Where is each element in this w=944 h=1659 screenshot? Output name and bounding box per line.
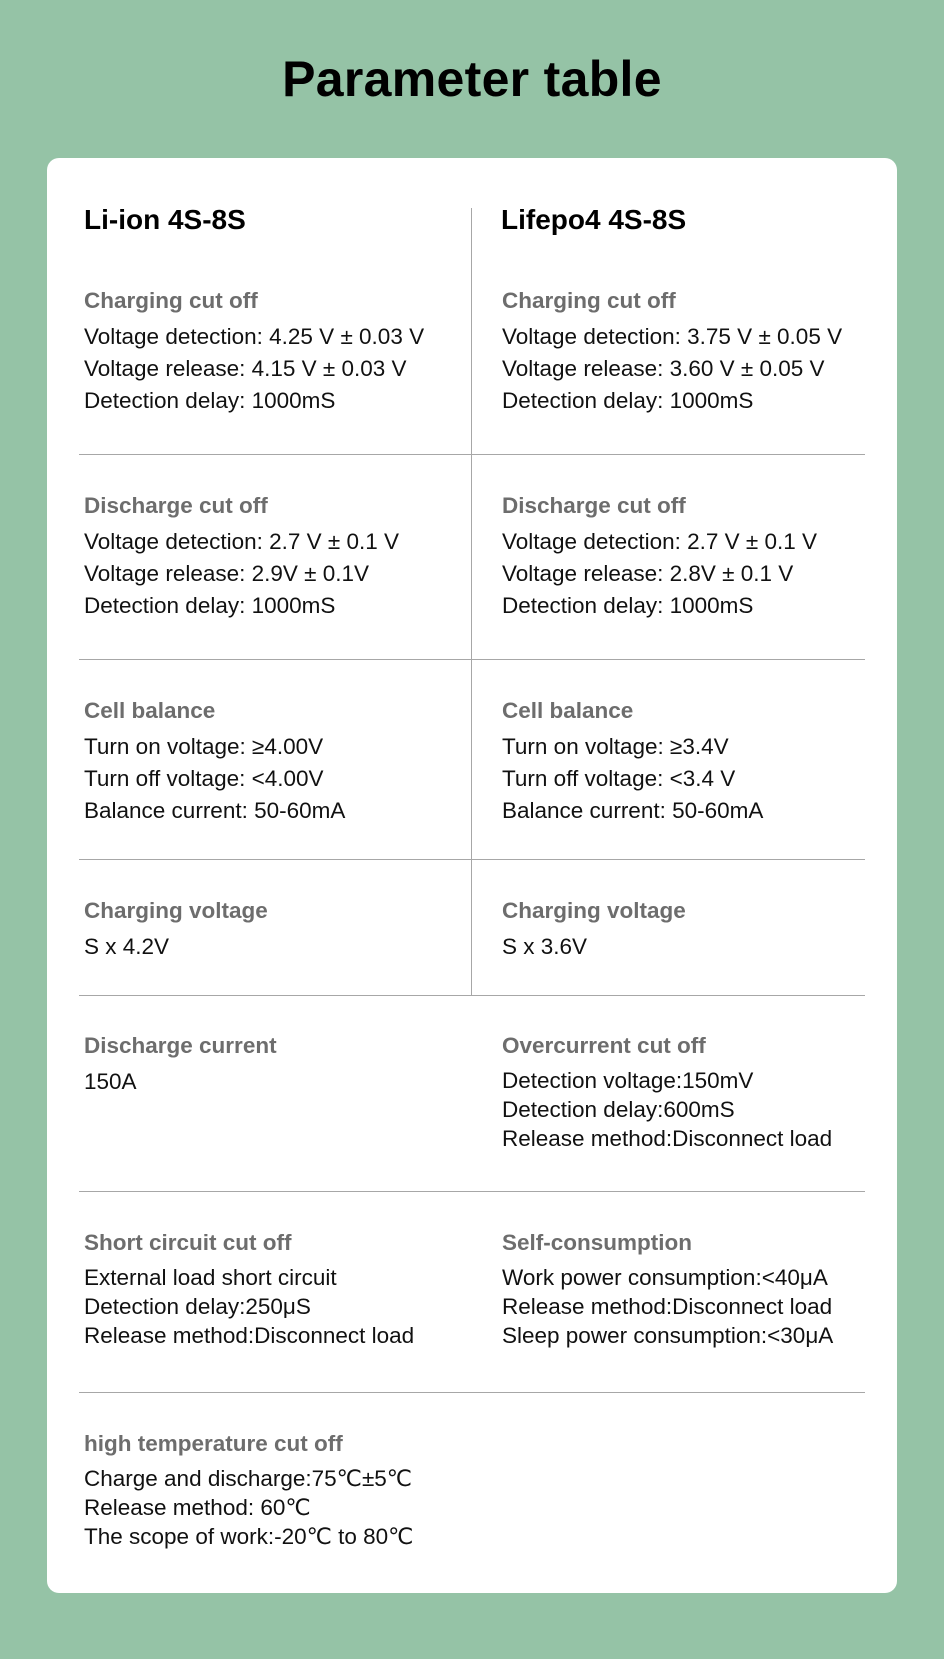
spec-line: Voltage detection: 2.7 V ± 0.1 V (84, 529, 400, 554)
spec-line: Detection delay:600mS (502, 1097, 735, 1122)
high-temperature-cut-off (84, 1431, 413, 1551)
spec-line: Release method: 60℃ (84, 1495, 311, 1520)
column-header-lifepo4: Lifepo4 4S-8S (501, 204, 687, 235)
charging-voltage-li-ion (84, 898, 268, 963)
row-divider (79, 859, 865, 860)
section-title: Charging cut off (502, 288, 676, 313)
section-title: Charging voltage (502, 898, 686, 923)
spec-line: Voltage release: 3.60 V ± 0.05 V (502, 356, 825, 381)
section-title: Discharge current (84, 1033, 277, 1058)
section-title: Short circuit cut off (84, 1230, 292, 1255)
section-title: Charging cut off (84, 288, 258, 313)
spec-line: Detection delay:250μS (84, 1294, 311, 1319)
section-title: Cell balance (84, 698, 216, 723)
spec-line: Turn on voltage: ≥3.4V (502, 734, 729, 759)
spec-line: Detection voltage:150mV (502, 1068, 754, 1093)
overcurrent-cut-off (502, 1033, 832, 1153)
spec-line: Detection delay: 1000mS (84, 593, 336, 618)
spec-line: Balance current: 50-60mA (502, 798, 764, 823)
spec-line: Voltage release: 4.15 V ± 0.03 V (84, 356, 407, 381)
spec-line: Release method:Disconnect load (502, 1294, 833, 1319)
charging-cut-off-li-ion (84, 288, 424, 417)
spec-line: Sleep power consumption:<30μA (502, 1323, 834, 1348)
spec-line: Release method:Disconnect load (84, 1323, 415, 1348)
charging-cut-off-lifepo4 (502, 288, 842, 417)
section-title: Discharge cut off (502, 493, 686, 518)
short-circuit-cut-off (84, 1230, 414, 1350)
spec-line: Charge and discharge:75℃±5℃ (84, 1466, 413, 1491)
charging-voltage-lifepo4 (502, 898, 686, 963)
column-header-li-ion: Li-ion 4S-8S (84, 204, 246, 235)
section-title: Charging voltage (84, 898, 268, 923)
spec-line: Balance current: 50-60mA (84, 798, 346, 823)
spec-line: Voltage release: 2.8V ± 0.1 V (502, 561, 794, 586)
spec-line: Turn off voltage: <4.00V (84, 766, 324, 791)
page-title: Parameter table (282, 51, 662, 107)
spec-line: Voltage detection: 3.75 V ± 0.05 V (502, 324, 843, 349)
self-consumption (502, 1230, 833, 1350)
row-divider (79, 995, 865, 996)
spec-line: Detection delay: 1000mS (502, 388, 754, 413)
section-title: Cell balance (502, 698, 634, 723)
section-title: Overcurrent cut off (502, 1033, 706, 1058)
spec-line: Voltage detection: 4.25 V ± 0.03 V (84, 324, 425, 349)
spec-line: Voltage release: 2.9V ± 0.1V (84, 561, 370, 586)
spec-line: Voltage detection: 2.7 V ± 0.1 V (502, 529, 818, 554)
discharge-cut-off-lifepo4 (502, 493, 817, 622)
spec-line: External load short circuit (84, 1265, 337, 1290)
section-title: Self-consumption (502, 1230, 692, 1255)
section-title: Discharge cut off (84, 493, 268, 518)
discharge-current (84, 1033, 277, 1098)
row-divider (79, 659, 865, 660)
cell-balance-li-ion (84, 698, 345, 827)
discharge-cut-off-li-ion (84, 493, 399, 622)
spec-line: 150A (84, 1069, 137, 1094)
column-divider (471, 208, 472, 996)
spec-line: Detection delay: 1000mS (84, 388, 336, 413)
spec-line: Detection delay: 1000mS (502, 593, 754, 618)
spec-line: Release method:Disconnect load (502, 1126, 833, 1151)
row-divider (79, 1191, 865, 1192)
spec-line: Turn off voltage: <3.4 V (502, 766, 736, 791)
spec-line: The scope of work:-20℃ to 80℃ (84, 1524, 414, 1549)
section-title: high temperature cut off (84, 1431, 343, 1456)
spec-line: S x 3.6V (502, 934, 588, 959)
row-divider (79, 1392, 865, 1393)
spec-line: Turn on voltage: ≥4.00V (84, 734, 324, 759)
spec-line: Work power consumption:<40μA (502, 1265, 828, 1290)
spec-line: S x 4.2V (84, 934, 170, 959)
cell-balance-lifepo4 (502, 698, 763, 827)
row-divider (79, 454, 865, 455)
